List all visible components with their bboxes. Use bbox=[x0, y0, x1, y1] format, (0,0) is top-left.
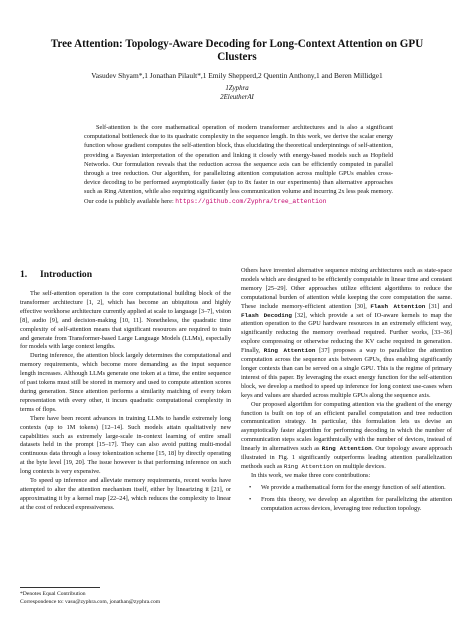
left-column bbox=[20, 267, 231, 513]
footnote-equal-contribution: *Denotes Equal Contribution bbox=[20, 591, 86, 597]
section-title: Introduction bbox=[40, 269, 93, 280]
contribution-item: • From this theory, we develop an algorithm for parallelizing the attention computation across devices, leveraging tree reduction topology. bbox=[241, 496, 452, 514]
text-run: [32], which provide a set of IO-aware kernels to map the attention operation to the GPU hardware resources in an extremely efficient way, significantly reducing the memory overhead required. Further works, [33–36] explore compressing or otherwise reducing the KV cache required in generation. Finally, bbox=[241, 311, 452, 355]
flash-attention-term: Flash Attention bbox=[370, 302, 426, 310]
abstract bbox=[84, 123, 393, 206]
text-run: [31] and bbox=[428, 302, 452, 310]
paper-title: Tree Attention: Topology-Aware Decoding for Long-Context Attention on GPU Clusters bbox=[50, 38, 424, 63]
footnotes bbox=[20, 590, 231, 606]
affiliations bbox=[120, 84, 354, 102]
contribution-item: • We provide a mathematical form for the energy function of self attention. bbox=[241, 484, 452, 493]
ring-attention-term: Ring Attention bbox=[263, 347, 316, 355]
abstract-text bbox=[84, 123, 393, 206]
intro-paragraph-3: There have been recent advances in training LLMs to handle extremely long contexts (up to 1M tokens) [12–14]. Such models attain qualitatively new capabilities such as extremely large-scale in-context learning of entire small datasets held in the prompt [15–17]. They can also avoid putting multi-modal continuous data through a lossy tokenization scheme [15, 18] by directly operating at the byte level [19, 20]. The issue however is that performing inference on such long contexts is very expensive. bbox=[20, 414, 231, 476]
flash-decoding-term: Flash Decoding bbox=[241, 311, 292, 319]
text-run: [37] proposes a way to parallelize the attention computation across the sequence axis between GPUs, thus enabling significantly longer contexts than can be served on a single GPU. This is the regime of primary interest of this paper. By leveraging the exact energy function for the self-attention block, we develop a method to speed up inference for long context use-cases when keys and values are sharded across multiple GPUs along the sequence axis. bbox=[241, 347, 453, 399]
intro-paragraph-6 bbox=[241, 401, 452, 472]
affiliation-eleutherai: 2EleutherAI bbox=[220, 94, 254, 101]
ring-attention-term: Ring Attention bbox=[283, 462, 334, 470]
author-list: Vasudev Shyam*,1 Jonathan Pilault*,1 Emily Shepperd,2 Quentin Anthony,1 and Beren Millidge1 bbox=[91, 71, 383, 80]
intro-paragraph-5 bbox=[241, 267, 452, 401]
section-heading bbox=[20, 269, 231, 281]
abstract-body: Self-attention is the core mathematical operation of modern transformer architectures and is also a significant computational bottleneck due to its quadratic complexity in the sequence length. In this work, we derive the scalar energy function whose gradient computes the self-attention block, thus elucidating the theoretical underpinnings of self-attention, providing a Bayesian interpretation of the operation and linking it closely with energy-based models such as Hopfield Networks. Our formulation reveals that the reduction across the sequence axis can be efficiently computed in parallel through a tree reduction. Our algorithm, for parallelizing attention computation across multiple GPUs enables cross-device decoding to be performed asymptotically faster (up to 8x faster in our experiments) than alternative approaches such as Ring Attention, while also requiring significantly less communication volume and incurring 2x less peak memory. Our code is publicly available here: bbox=[84, 124, 393, 205]
contribution-list bbox=[241, 484, 452, 514]
section-number: 1. bbox=[20, 269, 28, 280]
code-link[interactable]: https://github.com/Zyphra/tree_attention bbox=[175, 197, 327, 205]
right-column bbox=[241, 267, 452, 516]
affiliation-zyphra: 1Zyphra bbox=[225, 85, 249, 92]
text-run: on multiple devices. bbox=[334, 462, 386, 470]
footnote-rule bbox=[20, 587, 100, 588]
text-run: Others have invented alternative sequence mixing architectures such as state-space models which are designed to be efficiently computable in linear time and constant memory [25–29]. Other approaches utilize efficient algorithms to reduce the computational burden of attention while keeping the core computation the same. These include memory-efficient attention [30], bbox=[241, 267, 452, 310]
intro-paragraph-1: The self-attention operation is the core computational building block of the transformer architecture [1, 2], which has become an ubiquitous and highly effective workhorse architecture currently applied at scale to language [3–7], vision [8], audio [9], and decision-making [10, 11]. Nonetheless, the quadratic time complexity of self-attention means that significant resources are required to train and generate from Transformer-based Large Language Models (LLMs), especially for models with large context lengths. bbox=[20, 290, 231, 351]
footnote-correspondence: Correspondence to: vasu@zyphra.com, jonathan@zyphra.com bbox=[20, 599, 161, 605]
text-run: Our proposed algorithm for computing attention via the gradient of the energy function is built on top of an efficient parallel computation and tree reduction communication strategy. In particular, this formulation lets us devise an asymptotically faster algorithm for performing decoding in which the number of communication steps scales logarithmically with the number of devices, instead of linearly in alternatives such as bbox=[241, 400, 452, 453]
intro-paragraph-7: In this work, we make three core contributions: bbox=[251, 471, 371, 479]
ring-attention-term: Ring Attention bbox=[321, 445, 372, 453]
intro-paragraph-4: To speed up inference and alleviate memory requirements, recent works have attempted to alter the attention mechanism itself, either by linearizing it [21], or approximating it by a kernel map [22–24], which reduces the complexity to linear at the cost of reduced expressiveness. bbox=[20, 477, 231, 511]
text-run: . Our topology aware approach illustrated in Fig. 1 significantly outperforms leading attention parallelization methods such as bbox=[241, 445, 452, 470]
intro-paragraph-2: During inference, the attention block largely determines the computational and memory requirements, which become more demanding as the input sequence length increases. Although LLMs generate one token at a time, the entire sequence of past tokens must still be stored in memory and used to compute attention scores during generation. Since attention performs a similarity matching of every token representation with every other, it incurs quadratic computational complexity in terms of flops. bbox=[20, 352, 231, 413]
